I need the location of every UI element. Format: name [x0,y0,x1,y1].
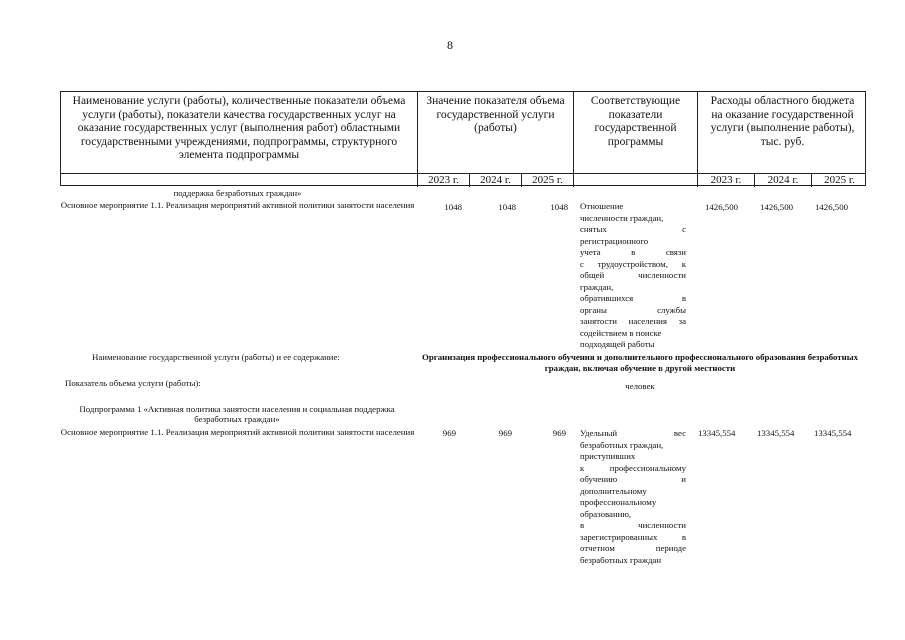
year-cell: 2024 г. [470,174,522,187]
value-2024: 969 [498,428,512,438]
header-expenses-cell [698,92,867,185]
value-2023: 969 [442,428,456,438]
year-cell: 2023 г. [698,174,755,187]
indicator-line: зарегистрированных в [580,531,686,542]
expense-2023: 1426,500 [705,202,738,212]
program-indicator-1 [580,201,686,351]
header-name-text: Наименование услуги (работы), количественные показатели объема услуги (работы), показатели качества государственных услуг на оказание государственных услуг (выполнения работ) областными государственными учреждениями, подпрограммы, структурного элемента подпрограммы [72,95,406,161]
year-cell: 2023 г. [418,174,470,187]
expense-2025: 1426,500 [815,202,848,212]
indicator-line: снятых с [580,224,686,234]
program-indicator-2 [580,428,686,566]
indicator-line: обратившихся в [580,293,686,303]
expense-2023: 13345,554 [698,428,736,438]
year-cell: 2025 г. [522,174,574,187]
year-cell [574,174,698,187]
value-2024: 1048 [498,202,516,212]
year-cell [61,174,418,187]
expense-2024: 13345,554 [757,428,795,438]
indicator-line: Отношение [580,201,624,211]
expense-2024: 1426,500 [760,202,793,212]
indicator-line: общей численности [580,270,686,280]
indicator-line: приступивших [580,451,636,461]
table-header [60,91,866,186]
indicator-line: к профессиональному [580,462,686,473]
indicator-line: занятости населения за [580,316,686,326]
value-2025: 969 [552,428,566,438]
value-2025: 1048 [550,202,568,212]
indicator-line: граждан, [580,281,614,292]
volume-label: Показатель объема услуги (работы): [65,378,201,388]
indicator-line: численности граждан, [580,212,664,223]
activity-2: Основное мероприятие 1.1. Реализация мероприятий активной политики занятости населения [60,427,415,437]
expense-2025: 13345,554 [814,428,852,438]
service-name: Организация профессионального обучения и дополнительного профессионального образования безработных граждан, включая обучение в другой местности [422,352,858,373]
volume-unit: человек [625,381,655,391]
indicator-line: обучению и [580,474,686,484]
header-value-cell [418,92,574,185]
indicator-line: образованию, [580,508,632,519]
service-label: Наименование государственной услуги (работы) и ее содержание: [92,352,340,362]
indicator-line: безработных граждан [580,554,662,565]
header-value-text: Значение показателя объема государственной услуги (работы) [426,95,565,134]
indicator-line: в численности [580,520,686,530]
page-number: 8 [447,38,453,52]
indicator-line: подходящей работы [580,339,655,349]
indicator-line: с трудоустройством, к [580,258,686,269]
indicator-line: регистрационного [580,235,649,246]
indicator-line: безработных граждан, [580,439,664,450]
year-cell: 2024 г. [755,174,812,187]
subprogram-continuation: поддержка безработных граждан» [173,188,302,198]
indicator-line: содействием в поиске [580,327,662,338]
subprogram-1: Подпрограмма 1 «Активная политика занятости населения и социальная поддержка безработных граждан» [79,404,395,425]
header-name-cell [61,92,418,185]
indicator-line: органы службы [580,304,686,315]
indicator-line: профессиональному [580,497,657,507]
indicator-line: Удельный вес [580,428,686,438]
header-program-text: Соответствующие показатели государственной программы [590,95,681,148]
header-years-row [61,173,865,188]
indicator-line: дополнительному [580,485,647,496]
activity-1: Основное мероприятие 1.1. Реализация мероприятий активной политики занятости населения [60,200,415,210]
indicator-line: отчетном периоде [580,543,686,553]
value-2023: 1048 [444,202,462,212]
indicator-line: учета в связи [580,247,686,257]
year-cell: 2025 г. [824,174,855,186]
header-expenses-text: Расходы областного бюджета на оказание государственной услуги (выполнение работы), тыс. руб. [710,95,855,148]
header-program-cell [574,92,698,185]
